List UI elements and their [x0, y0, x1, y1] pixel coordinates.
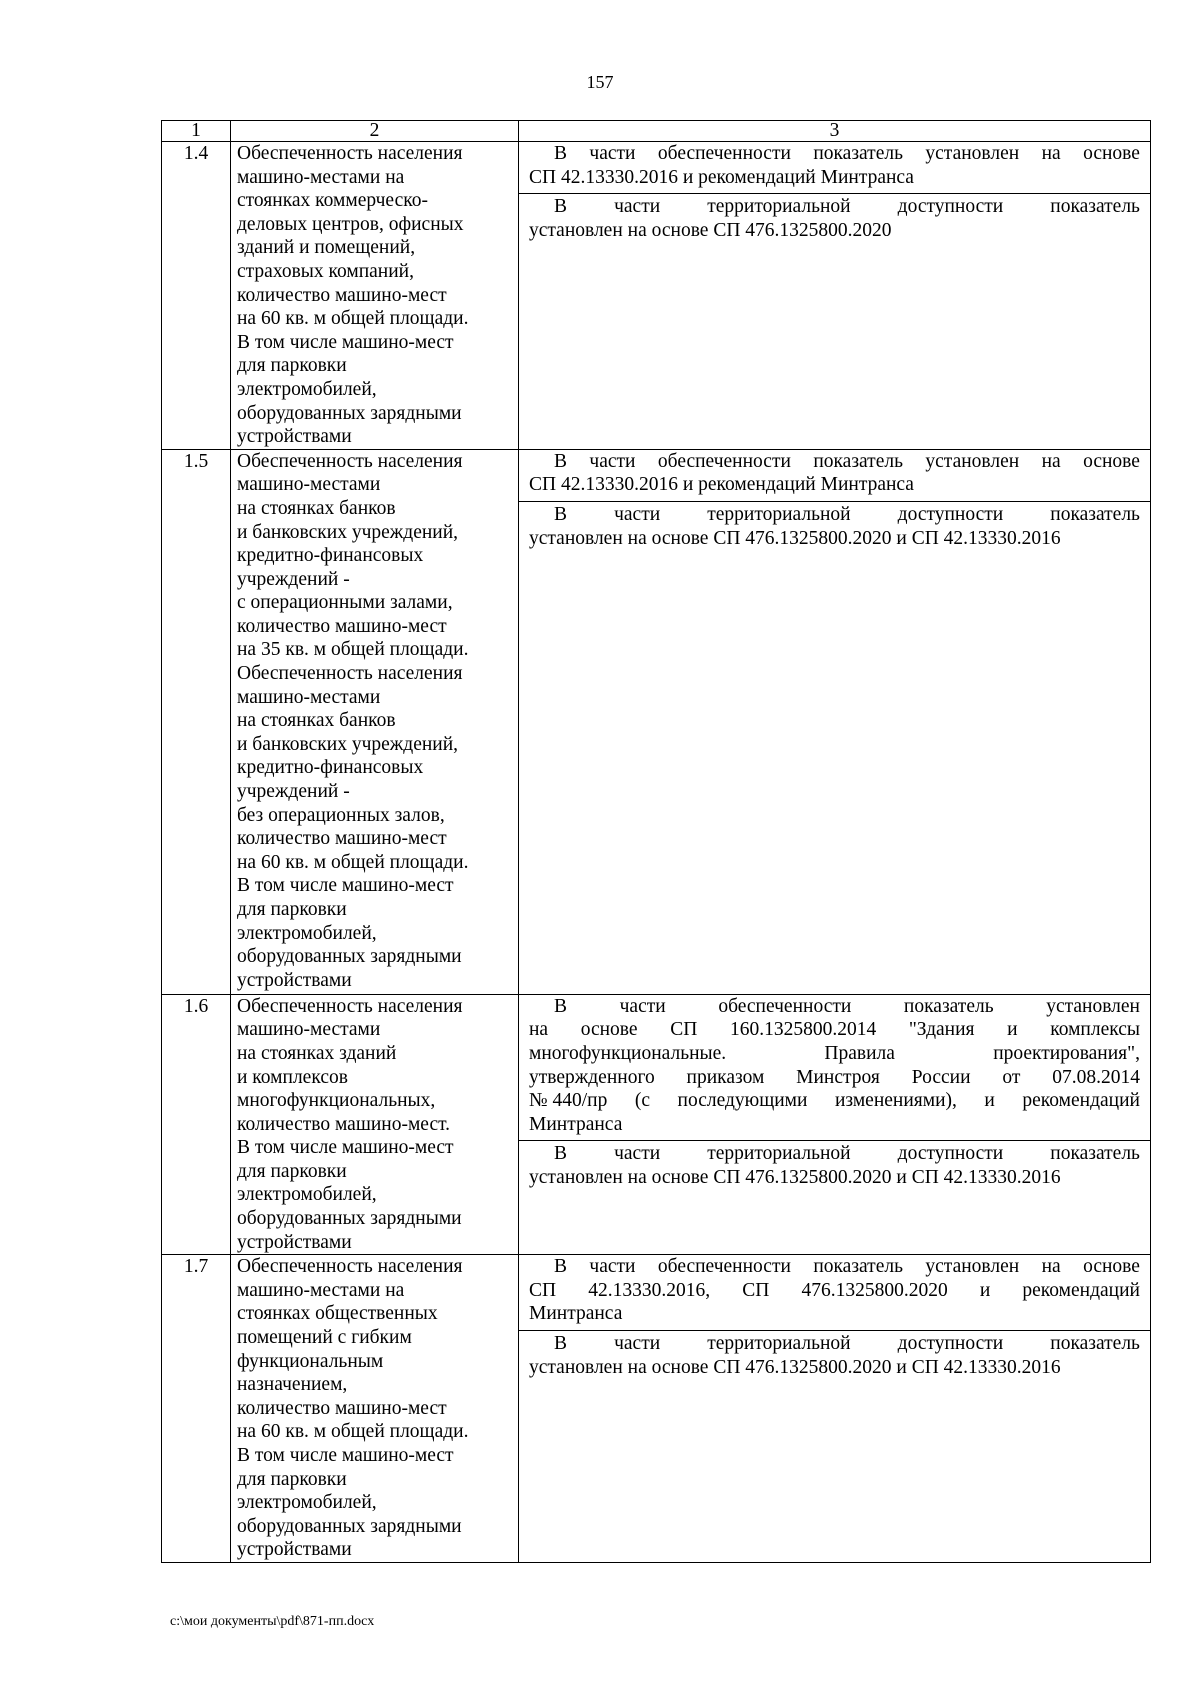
basis-note	[519, 1330, 1150, 1383]
description-line: на 60 кв. м общей площади.	[237, 851, 469, 873]
description-line: кредитно-финансовых	[237, 545, 424, 567]
description-line: с операционными залами,	[237, 592, 453, 614]
note-word: основе	[580, 1019, 638, 1041]
note-first-line	[529, 1255, 1140, 1279]
indicator-description	[231, 994, 519, 1255]
description-line: количество машино-мест.	[237, 1113, 451, 1135]
description-line: Обеспеченность населения	[237, 1256, 463, 1278]
description-line: на 35 кв. м общей площади.	[237, 639, 469, 661]
standards-table	[161, 120, 1151, 1563]
note-word: изменениями),	[834, 1090, 957, 1112]
table-header-row	[162, 121, 1151, 142]
description-line: Обеспеченность населения	[237, 143, 463, 164]
note-word: части	[589, 450, 636, 472]
table-row	[162, 142, 1151, 450]
indicator-description	[231, 142, 519, 450]
description-line: на стоянках банков	[237, 497, 396, 519]
basis-note	[519, 1255, 1150, 1330]
note-word: показатель	[1050, 503, 1140, 525]
description-line: учреждений -	[237, 568, 350, 590]
note-word: многофункциональные.	[529, 1042, 727, 1064]
note-word: доступности	[897, 1143, 1004, 1165]
basis-cell	[519, 449, 1151, 994]
description-line: оборудованных зарядными	[237, 946, 462, 968]
note-word: территориальной	[707, 196, 851, 218]
basis-note	[519, 193, 1150, 246]
description-line: Обеспеченность населения	[237, 663, 463, 685]
description-line: Обеспеченность населения	[237, 995, 463, 1017]
note-word: 42.13330.2016,	[588, 1279, 711, 1301]
row-number: 1.6	[162, 994, 231, 1255]
description-line: кредитно-финансовых	[237, 757, 424, 779]
description-line: оборудованных зарядными	[237, 1208, 462, 1230]
note-word: обеспеченности	[718, 995, 852, 1017]
note-word: России	[911, 1066, 971, 1088]
description-line: количество машино-мест	[237, 1397, 447, 1419]
description-line: функциональным	[237, 1350, 384, 1372]
description-line: оборудованных зарядными	[237, 1515, 462, 1537]
note-middle-line	[529, 1018, 1140, 1042]
table-row	[162, 994, 1151, 1255]
note-word: Минстроя	[796, 1066, 880, 1088]
note-word: части	[589, 1256, 636, 1278]
note-word: от	[1002, 1066, 1021, 1088]
row-number: 1.5	[162, 449, 231, 994]
note-word: на	[1041, 1256, 1061, 1278]
note-word: основе	[1083, 450, 1140, 472]
basis-note	[519, 995, 1150, 1141]
note-word: приказом	[686, 1066, 765, 1088]
file-path-footer: c:\мои документы\pdf\871-пп.docx	[170, 1614, 375, 1629]
note-word: обеспеченности	[657, 143, 791, 164]
note-word: основе	[1083, 143, 1140, 164]
note-last-line: установлен на основе СП 476.1325800.2020 и СП 42.13330.2016	[529, 1356, 1061, 1378]
note-word: рекомендаций	[1022, 1090, 1140, 1112]
basis-note	[519, 501, 1150, 554]
row-number: 1.4	[162, 142, 231, 450]
description-line: стоянках общественных	[237, 1303, 438, 1325]
description-line: для парковки	[237, 355, 347, 377]
description-line: электромобилей,	[237, 1184, 377, 1206]
note-word: (с	[634, 1090, 651, 1112]
note-first-line	[529, 995, 1140, 1019]
note-word: установлен	[925, 143, 1020, 164]
basis-cell	[519, 994, 1151, 1255]
note-word: проектирования",	[993, 1042, 1140, 1064]
note-word: части	[614, 503, 661, 525]
description-line: электромобилей,	[237, 922, 377, 944]
note-last-line: установлен на основе СП 476.1325800.2020 и СП 42.13330.2016	[529, 527, 1061, 549]
note-middle-line	[529, 1279, 1140, 1303]
note-first-line	[529, 195, 1140, 219]
description-line: машино-местами	[237, 474, 381, 496]
note-word: "Здания	[908, 1019, 975, 1041]
description-line: электромобилей,	[237, 1492, 377, 1514]
description-line: многофункциональных,	[237, 1090, 436, 1112]
note-word: В	[554, 143, 568, 164]
note-word: показатель	[903, 995, 994, 1017]
note-first-line	[529, 1142, 1140, 1166]
description-line: на стоянках зданий	[237, 1042, 397, 1064]
note-word: обеспеченности	[657, 1256, 791, 1278]
note-word: показатель	[813, 143, 903, 164]
note-word: на	[1041, 143, 1061, 164]
description-line: учреждений -	[237, 781, 350, 803]
description-line: стоянках коммерческо-	[237, 190, 428, 212]
note-word: и	[979, 1279, 991, 1301]
description-line: для парковки	[237, 899, 347, 920]
note-first-line	[529, 503, 1140, 527]
note-word: В	[554, 995, 568, 1017]
description-line: и банковских учреждений,	[237, 733, 459, 755]
note-word: территориальной	[707, 503, 851, 525]
note-word: основе	[1083, 1256, 1140, 1278]
description-line: без операционных залов,	[237, 804, 445, 826]
description-line: количество машино-мест	[237, 284, 447, 306]
note-last-line: Минтранса	[529, 1303, 623, 1325]
indicator-description	[231, 1255, 519, 1563]
header-cell-3: 3	[519, 121, 1151, 142]
description-line: В том числе машино-мест	[237, 875, 454, 897]
note-word: В	[554, 1256, 568, 1278]
note-middle-line	[529, 1089, 1140, 1113]
note-word: Правила	[824, 1042, 895, 1064]
description-line: машино-местами	[237, 1019, 381, 1041]
indicator-description	[231, 449, 519, 994]
page-number: 157	[586, 72, 614, 92]
note-word: части	[614, 196, 661, 218]
header-cell-1: 1	[162, 121, 231, 142]
description-line: страховых компаний,	[237, 260, 414, 282]
note-word: и	[984, 1090, 995, 1112]
description-line: и комплексов	[237, 1066, 348, 1088]
note-word: показатель	[813, 450, 903, 472]
note-word: доступности	[897, 1333, 1004, 1355]
description-line: машино-местами	[237, 686, 381, 708]
note-word: показатель	[1050, 1333, 1140, 1355]
table-row	[162, 1255, 1151, 1563]
description-line: количество машино-мест	[237, 615, 447, 637]
note-last-line: СП 42.13330.2016 и рекомендаций Минтранса	[529, 474, 914, 496]
description-line: машино-местами на	[237, 166, 405, 188]
note-word: 476.1325800.2020	[801, 1279, 948, 1301]
note-word: установлен	[925, 1256, 1020, 1278]
description-line: устройствами	[237, 426, 352, 448]
row-number: 1.7	[162, 1255, 231, 1563]
description-line: устройствами	[237, 1231, 352, 1253]
description-line: В том числе машино-мест	[237, 1445, 454, 1466]
description-line: на 60 кв. м общей площади.	[237, 308, 469, 330]
note-word: В	[554, 503, 568, 525]
note-word: территориальной	[707, 1333, 851, 1355]
note-word: показатель	[1050, 1143, 1140, 1165]
note-last-line: СП 42.13330.2016 и рекомендаций Минтранса	[529, 166, 914, 188]
note-word: показатель	[1050, 196, 1140, 218]
note-word: В	[554, 196, 568, 218]
note-first-line	[529, 450, 1140, 474]
description-line: машино-местами на	[237, 1279, 405, 1301]
note-word: 160.1325800.2014	[729, 1019, 877, 1041]
note-first-line	[529, 1332, 1140, 1356]
note-word: рекомендаций	[1022, 1279, 1140, 1301]
description-line: количество машино-мест	[237, 828, 447, 850]
note-word: установлен	[1046, 995, 1140, 1017]
note-word: на	[529, 1019, 549, 1041]
note-last-line: Минтранса	[529, 1113, 623, 1135]
note-word: показатель	[813, 1256, 903, 1278]
description-line: для парковки	[237, 1468, 347, 1490]
note-word: части	[614, 1143, 661, 1165]
note-word: В	[554, 1333, 568, 1355]
description-line: зданий и помещений,	[237, 237, 416, 259]
note-word: и	[1007, 1019, 1018, 1041]
note-word: СП	[670, 1019, 698, 1041]
note-word: части	[589, 143, 636, 164]
note-word: части	[619, 995, 666, 1017]
basis-cell	[519, 1255, 1151, 1563]
description-line: оборудованных зарядными	[237, 402, 462, 424]
note-word: территориальной	[707, 1143, 851, 1165]
description-line: деловых центров, офисных	[237, 213, 464, 235]
note-word: части	[614, 1333, 661, 1355]
basis-cell	[519, 142, 1151, 450]
note-first-line	[529, 142, 1140, 166]
note-word: комплексы	[1050, 1019, 1140, 1041]
basis-note	[519, 450, 1150, 501]
description-line: для парковки	[237, 1160, 347, 1182]
description-line: на стоянках банков	[237, 710, 396, 732]
note-middle-line	[529, 1042, 1140, 1066]
description-line: устройствами	[237, 1539, 352, 1561]
description-line: устройствами	[237, 969, 352, 991]
note-last-line: установлен на основе СП 476.1325800.2020 и СП 42.13330.2016	[529, 1166, 1061, 1188]
description-line: и банковских учреждений,	[237, 521, 459, 543]
description-line: В том числе машино-мест	[237, 331, 454, 353]
description-line: Обеспеченность населения	[237, 450, 463, 472]
basis-note	[519, 142, 1150, 193]
note-word: последующими	[677, 1090, 808, 1112]
table-row	[162, 449, 1151, 994]
note-word: СП	[529, 1279, 557, 1301]
description-line: В том числе машино-мест	[237, 1137, 454, 1159]
note-word: доступности	[897, 196, 1004, 218]
note-word: обеспеченности	[657, 450, 791, 472]
note-word: установлен	[925, 450, 1020, 472]
note-word: на	[1041, 450, 1061, 472]
note-word: доступности	[897, 503, 1004, 525]
note-last-line: установлен на основе СП 476.1325800.2020	[529, 219, 892, 241]
basis-note	[519, 1140, 1150, 1193]
note-word: В	[554, 450, 568, 472]
note-middle-line	[529, 1066, 1140, 1090]
description-line: назначением,	[237, 1374, 348, 1396]
header-cell-2: 2	[231, 121, 519, 142]
note-word: В	[554, 1143, 568, 1165]
description-line: помещений с гибким	[237, 1327, 412, 1349]
note-word: № 440/пр	[529, 1090, 608, 1112]
note-word: утвержденного	[529, 1066, 655, 1088]
note-word: 07.08.2014	[1052, 1066, 1140, 1088]
note-word: СП	[742, 1279, 770, 1301]
description-line: на 60 кв. м общей площади.	[237, 1421, 469, 1443]
description-line: электромобилей,	[237, 378, 377, 400]
